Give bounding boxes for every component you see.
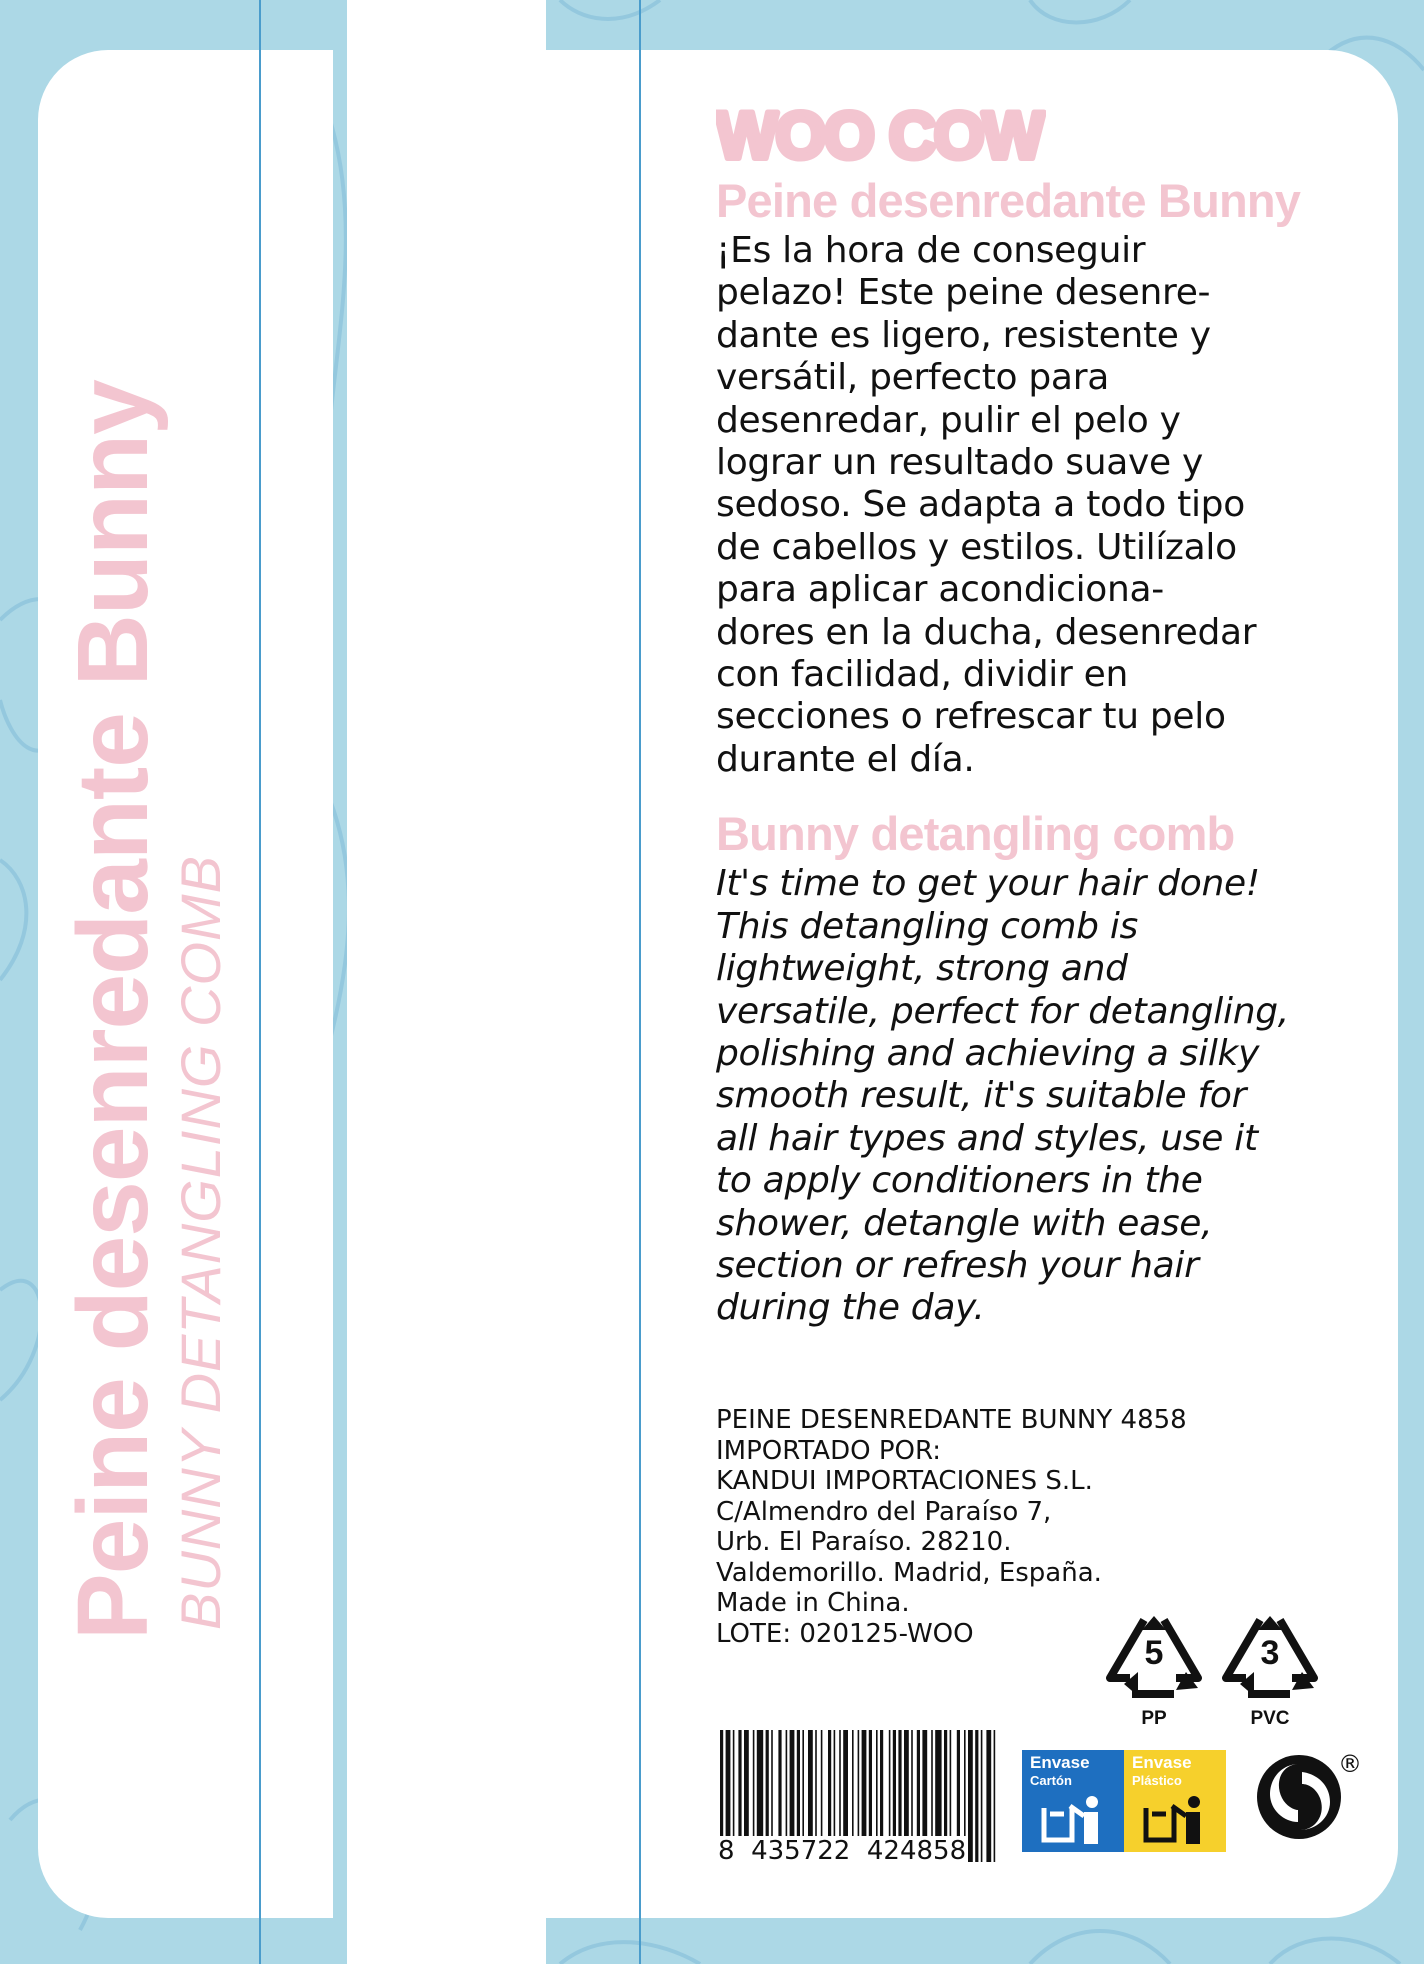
- barcode-bar: [994, 1730, 996, 1862]
- green-dot-icon: [1254, 1752, 1344, 1842]
- fold-line-left: [259, 0, 261, 1964]
- recycling-bin-person-icon: [1142, 1794, 1212, 1848]
- description-en: It's time to get your hair done! This detangling comb is lightweight, strong and versatile, perfect for detangling, polishing and achieving a silky smooth result, it's suitable for all hair types and styles, use it to apply conditioners in the shower, detangle with ease, section or refresh your hair during the day.: [716, 863, 1289, 1329]
- barcode-digits: [718, 1836, 966, 1866]
- envase-subtitle: Cartón: [1030, 1773, 1072, 1788]
- registered-mark: ®: [1338, 1750, 1362, 1778]
- fold-line-right: [639, 0, 641, 1964]
- barcode-digit-group: 435722: [751, 1836, 851, 1866]
- barcode-digit-group: 8: [718, 1836, 735, 1866]
- heading-en: Bunny detangling comb: [716, 807, 1235, 861]
- brand-logo: [716, 100, 1046, 170]
- brand-logo-text: WOO COW: [716, 100, 1045, 170]
- spine-title-es: Peine desenredante Bunny: [57, 380, 169, 1640]
- barcode-bar: [986, 1730, 991, 1862]
- recycle-code: 3: [1260, 1634, 1280, 1672]
- recycle-label: PVC: [1250, 1708, 1290, 1729]
- side-flap-panel: [347, 0, 546, 1964]
- barcode-digit-group: 424858: [866, 1836, 967, 1866]
- importer-info: PEINE DESENREDANTE BUNNY 4858 IMPORTADO POR: KANDUI IMPORTACIONES S.L. C/Almendro del Paraíso 7, Urb. El Paraíso. 28210. Valdemorillo. Madrid, España. Made in China. LOTE: 020125-WOO: [716, 1405, 1187, 1649]
- product-description: [716, 100, 1386, 1330]
- envase-title: Envase: [1132, 1753, 1192, 1772]
- recycle-label: PP: [1141, 1708, 1167, 1729]
- envase-title: Envase: [1030, 1753, 1090, 1772]
- barcode-bar: [981, 1730, 983, 1862]
- spine-title-en: BUNNY DETANGLING COMB: [169, 854, 232, 1630]
- recycle-code: 5: [1144, 1634, 1164, 1672]
- description-es: ¡Es la hora de conseguir pelazo! Este peine desenre- dante es ligero, resistente y versátil, perfecto para desenredar, pulir el pelo y lograr un resultado suave y sedoso. Se adapta a todo tipo de cabellos y estilos. Utilízalo para aplicar acondiciona- dores en la ducha, desenredar con facilidad, dividir en secciones o refrescar tu pelo durante el día.: [716, 230, 1257, 780]
- recycling-pp: [1102, 1612, 1206, 1732]
- envase-subtitle: Plástico: [1132, 1773, 1182, 1788]
- recycling-pvc: [1218, 1612, 1322, 1732]
- barcode-bar: [968, 1730, 973, 1862]
- recycling-bin-person-icon: [1040, 1794, 1110, 1848]
- envase-plastico-badge: [1124, 1750, 1226, 1852]
- envase-carton-badge: [1022, 1750, 1124, 1852]
- heading-es: Peine desenredante Bunny: [716, 174, 1301, 227]
- barcode-bar: [975, 1730, 978, 1862]
- spine-title: [58, 240, 234, 1640]
